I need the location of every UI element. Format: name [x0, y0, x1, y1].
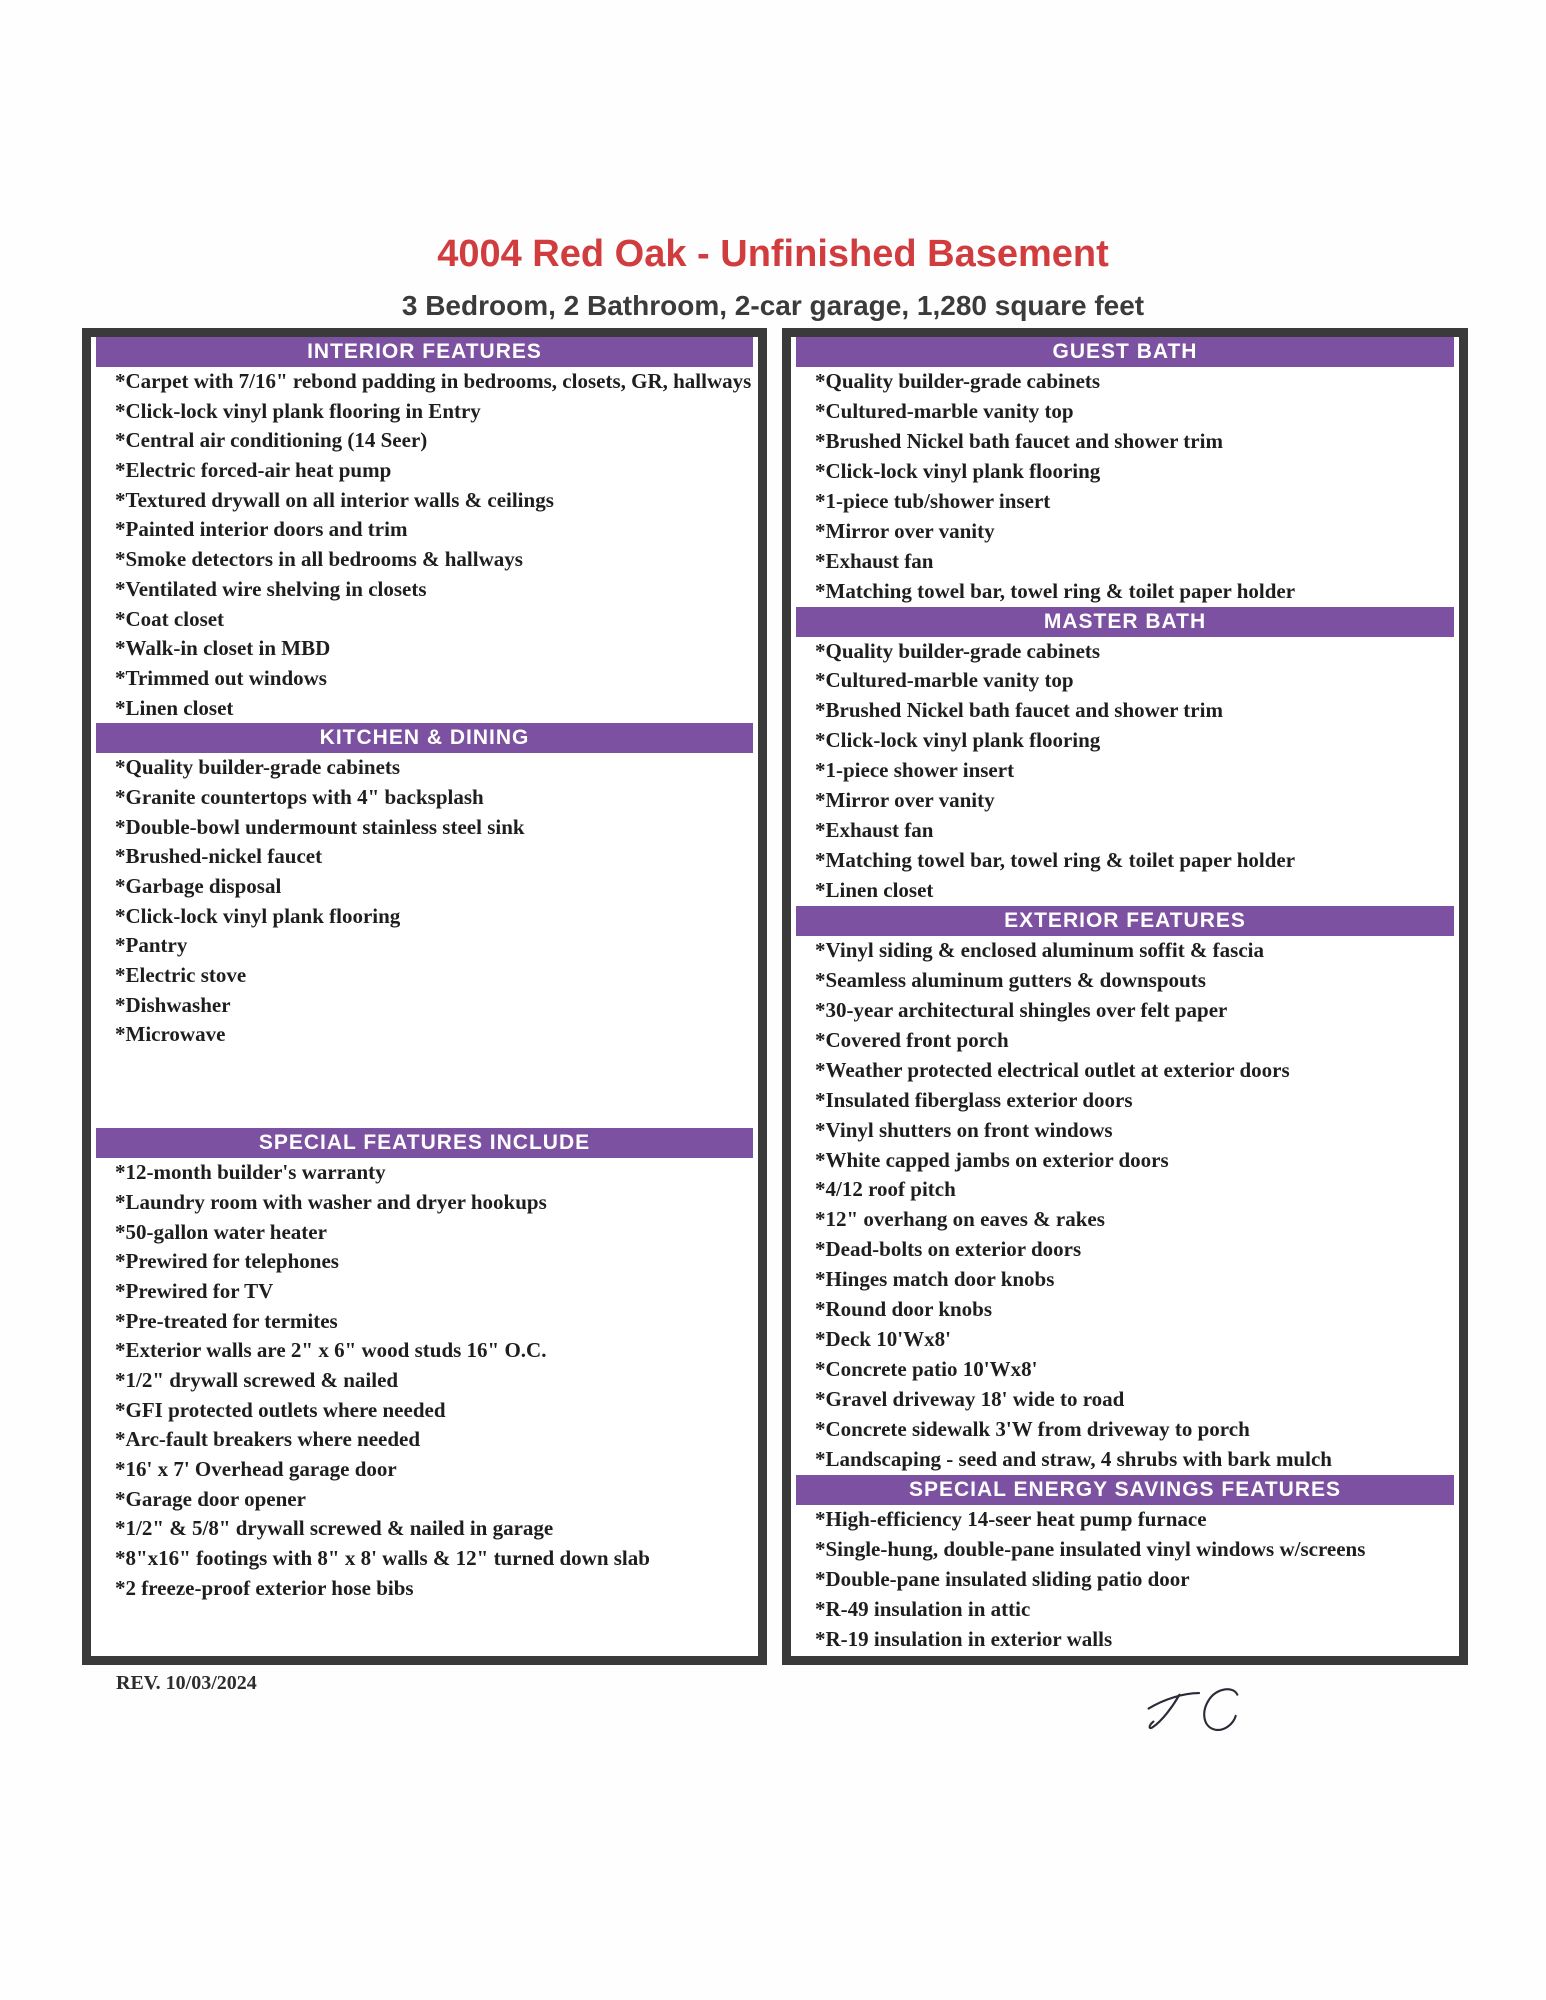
- section-header-guest-bath: GUEST BATH: [796, 337, 1454, 367]
- feature-item: *Insulated fiberglass exterior doors: [815, 1087, 1133, 1112]
- feature-item: *Concrete patio 10'Wx8': [815, 1357, 1038, 1382]
- feature-item: *Central air conditioning (14 Seer): [115, 428, 428, 453]
- feature-item: *Pantry: [115, 933, 188, 958]
- feature-item: *30-year architectural shingles over felt paper: [815, 997, 1228, 1022]
- feature-item: *Click-lock vinyl plank flooring: [815, 458, 1101, 483]
- signature-initials-tc: [1142, 1680, 1252, 1742]
- exterior-features-list: [791, 936, 1459, 1475]
- feature-item: *High-efficiency 14-seer heat pump furnace: [815, 1506, 1207, 1531]
- feature-item: *Quality builder-grade cabinets: [815, 369, 1101, 393]
- revision-date: REV. 10/03/2024: [116, 1672, 257, 1694]
- feature-item: *Pre-treated for termites: [115, 1308, 338, 1333]
- feature-item: *Exhaust fan: [815, 548, 934, 573]
- feature-item: *Walk-in closet in MBD: [115, 636, 331, 661]
- feature-item: *Cultured-marble vanity top: [815, 668, 1074, 693]
- feature-item: *Dishwasher: [115, 992, 231, 1017]
- feature-item: *Granite countertops with 4" backsplash: [115, 784, 484, 809]
- feature-item: *Matching towel bar, towel ring & toilet paper holder: [815, 578, 1296, 603]
- section-header-kitchen-dining: KITCHEN & DINING: [96, 723, 753, 753]
- feature-item: *1-piece shower insert: [815, 758, 1015, 783]
- handwritten-tc-icon: [1142, 1680, 1252, 1742]
- right-feature-column: [782, 328, 1468, 1665]
- feature-item: *Exterior walls are 2" x 6" wood studs 16" O.C.: [115, 1338, 547, 1363]
- column-gap-spacer: [91, 1050, 758, 1128]
- energy-savings-list: [791, 1505, 1459, 1655]
- feature-item: *Trimmed out windows: [115, 665, 327, 690]
- feature-item: *Quality builder-grade cabinets: [815, 638, 1101, 663]
- feature-item: *Brushed-nickel faucet: [115, 844, 323, 869]
- feature-item: *50-gallon water heater: [115, 1219, 327, 1244]
- feature-item: *8"x16" footings with 8" x 8' walls & 12" turned down slab: [115, 1546, 650, 1571]
- feature-item: *4/12 roof pitch: [815, 1177, 956, 1202]
- page-subtitle: 3 Bedroom, 2 Bathroom, 2-car garage, 1,280 square feet: [401, 290, 1145, 321]
- feature-item: *Linen closet: [115, 695, 234, 720]
- feature-item: *Quality builder-grade cabinets: [115, 755, 401, 780]
- feature-item: *Click-lock vinyl plank flooring in Entry: [115, 398, 481, 423]
- special-features-list: [91, 1158, 758, 1603]
- feature-item: *Textured drywall on all interior walls & ceilings: [115, 487, 554, 512]
- section-header-special-features: SPECIAL FEATURES INCLUDE: [96, 1128, 753, 1158]
- interior-features-list: [91, 367, 758, 723]
- feature-item: *Cultured-marble vanity top: [815, 398, 1074, 423]
- feature-item: *16' x 7' Overhead garage door: [115, 1457, 397, 1481]
- feature-item: *Carpet with 7/16" rebond padding in bedrooms, closets, GR, hallways: [115, 369, 752, 393]
- feature-item: *Concrete sidewalk 3'W from driveway to porch: [815, 1416, 1250, 1441]
- feature-item: *Seamless aluminum gutters & downspouts: [815, 967, 1206, 992]
- master-bath-list: [791, 637, 1459, 906]
- feature-item: *Gravel driveway 18' wide to road: [815, 1387, 1125, 1411]
- feature-item: *Covered front porch: [815, 1027, 1009, 1052]
- feature-item: *Mirror over vanity: [815, 518, 995, 543]
- feature-item: *Double-pane insulated sliding patio door: [815, 1566, 1190, 1591]
- feature-item: *Single-hung, double-pane insulated vinyl windows w/screens: [815, 1536, 1366, 1561]
- feature-item: *R-19 insulation in exterior walls: [815, 1626, 1113, 1651]
- feature-item: *Vinyl siding & enclosed aluminum soffit & fascia: [815, 937, 1264, 962]
- feature-item: *Smoke detectors in all bedrooms & hallways: [115, 547, 523, 572]
- feature-item: *Garage door opener: [115, 1486, 306, 1511]
- feature-item: *Laundry room with washer and dryer hookups: [115, 1189, 547, 1214]
- guest-bath-list: [791, 367, 1459, 607]
- feature-item: *Brushed Nickel bath faucet and shower trim: [815, 698, 1223, 723]
- feature-item: *Double-bowl undermount stainless steel sink: [115, 814, 525, 839]
- feature-item: *1/2" & 5/8" drywall screwed & nailed in garage: [115, 1516, 554, 1541]
- feature-item: *1-piece tub/shower insert: [815, 488, 1051, 513]
- feature-item: *Garbage disposal: [115, 874, 282, 898]
- feature-item: *Weather protected electrical outlet at exterior doors: [815, 1057, 1290, 1082]
- feature-item: *Ventilated wire shelving in closets: [115, 576, 427, 601]
- feature-item: *Prewired for TV: [115, 1278, 274, 1303]
- section-header-energy-savings: SPECIAL ENERGY SAVINGS FEATURES: [796, 1475, 1454, 1505]
- feature-item: *Microwave: [115, 1022, 226, 1047]
- feature-item: *1/2" drywall screwed & nailed: [115, 1367, 399, 1392]
- feature-item: *Electric forced-air heat pump: [115, 458, 392, 483]
- left-feature-column: [82, 328, 767, 1665]
- feature-item: *R-49 insulation in attic: [815, 1596, 1031, 1621]
- feature-item: *Coat closet: [115, 606, 225, 631]
- feature-item: *Exhaust fan: [815, 818, 934, 843]
- feature-item: *Deck 10'Wx8': [815, 1327, 951, 1352]
- section-header-interior-features: INTERIOR FEATURES: [96, 337, 753, 367]
- feature-item: *Electric stove: [115, 963, 247, 988]
- feature-item: *Matching towel bar, towel ring & toilet paper holder: [815, 848, 1296, 873]
- feature-item: *Linen closet: [815, 878, 934, 902]
- kitchen-dining-list: [91, 753, 758, 1050]
- section-header-exterior-features: EXTERIOR FEATURES: [796, 906, 1454, 936]
- feature-item: *12-month builder's warranty: [115, 1160, 386, 1185]
- feature-item: *White capped jambs on exterior doors: [815, 1147, 1169, 1172]
- feature-item: *Round door knobs: [815, 1297, 993, 1322]
- feature-item: *Prewired for telephones: [115, 1249, 339, 1274]
- section-header-master-bath: MASTER BATH: [796, 607, 1454, 637]
- feature-item: *Landscaping - seed and straw, 4 shrubs with bark mulch: [815, 1446, 1332, 1471]
- feature-item: *12" overhang on eaves & rakes: [815, 1207, 1105, 1232]
- feature-item: *Arc-fault breakers where needed: [115, 1427, 421, 1452]
- feature-item: *Brushed Nickel bath faucet and shower trim: [815, 428, 1223, 453]
- feature-item: *Click-lock vinyl plank flooring: [815, 728, 1101, 753]
- feature-item: *Hinges match door knobs: [815, 1267, 1055, 1292]
- feature-item: *Vinyl shutters on front windows: [815, 1117, 1113, 1142]
- feature-item: *Painted interior doors and trim: [115, 517, 408, 542]
- page-title: 4004 Red Oak - Unfinished Basement: [437, 233, 1109, 275]
- feature-item: *Mirror over vanity: [815, 788, 995, 813]
- feature-item: *Dead-bolts on exterior doors: [815, 1237, 1082, 1262]
- feature-item: *GFI protected outlets where needed: [115, 1397, 446, 1422]
- feature-item: *2 freeze-proof exterior hose bibs: [115, 1575, 414, 1600]
- feature-item: *Click-lock vinyl plank flooring: [115, 903, 401, 928]
